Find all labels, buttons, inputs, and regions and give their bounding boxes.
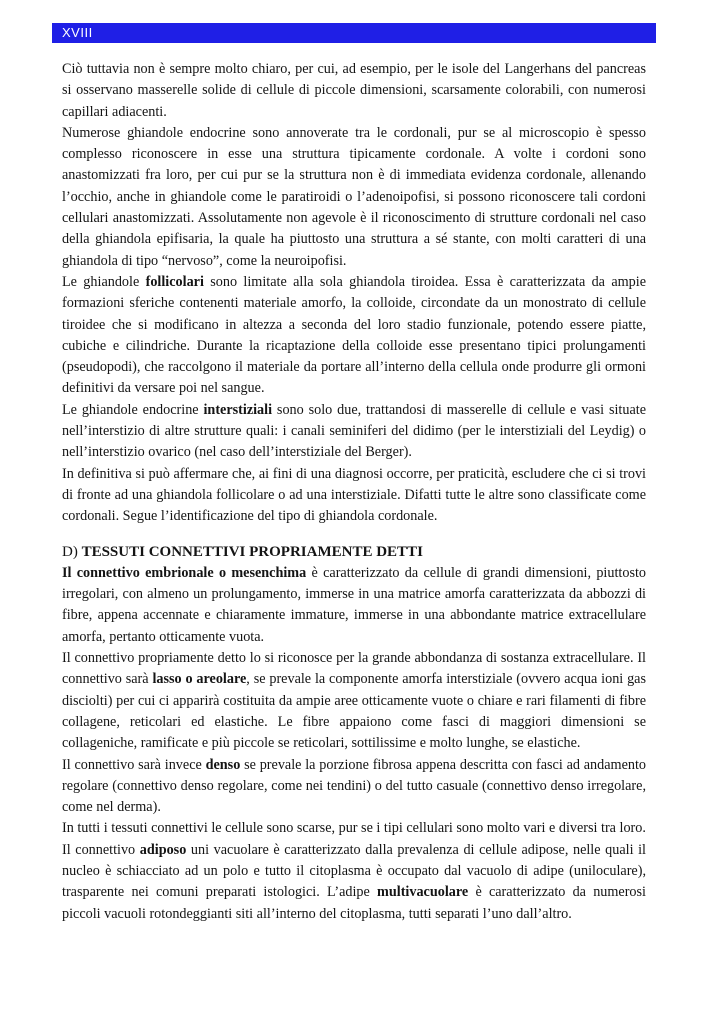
term-multivacuolare: multivacuolare [377,884,469,901]
section-prefix: D) [62,543,82,560]
text-fragment: sono limitate alla sola ghiandola tiroidea. Essa è caratterizzata da ampie formazioni sferiche contenenti materiale amorfo, la colloide, circondate da un monostrato di cellule tiroidee che si modificano in altezza a seconda del loro stadio funzionale, potendo essere piatte, cubiche e cilindriche. Durante la ricaptazione della colloide esse presentano tipici prolungamenti (pseudopodi), che raccolgono il materiale da portare all’interno della cellula onde produrre gli ormoni definitivi da versare poi nel sangue. [62,273,646,397]
paragraph-follicolari [62,272,646,400]
text-fragment: Il connettivo propriamente detto lo si riconosce per la grande abbondanza di sostanza extracellulare. Il connettivo sarà [62,650,646,688]
term-lasso: lasso o areolare [152,671,247,688]
section-heading [62,542,646,563]
term-adiposo: adiposo [139,841,187,858]
page-number: XVIII [62,25,93,40]
text-fragment: Le ghiandole endocrine [62,401,204,418]
paragraph-cellule: In tutti i tessuti connettivi le cellule sono scarse, pur se i tipi cellulari sono molto vari e diversi tra loro. [62,820,646,837]
paragraph-cordonali: Numerose ghiandole endocrine sono annoverate tra le cordonali, pur se al microscopio è spesso complesso riconoscere in esse una struttura tipicamente cordonale. A volte i cordoni sono anastomizzati fra loro, per cui pur se la struttura non è di immediata evidenza cordonale, allenando l’occhio, anche in ghiandole come le paratiroidi o l’adenoipofisi, si possono riconoscere tali cordoni cellulari anastomizzati. Assolutamente non agevole è il riconoscimento di strutture cordonali nel caso della ghiandola epifisaria, la quale ha piuttosto una struttura a sé stante, con molti caratteri di una ghiandola di tipo “nervoso”, come la neuroipofisi. [62,124,646,269]
text-fragment: è caratterizzato da numerosi piccoli vacuoli rotondeggianti siti all’interno del citoplasma, tutti separati l’uno dall’altro. [62,884,646,922]
text-fragment: Le ghiandole [62,273,146,290]
text-fragment: Il connettivo sarà invece [62,756,206,773]
text-fragment: se prevale la porzione fibrosa appena descritta con fasci ad andamento regolare (connettivo denso regolare, come nei tendini) o del tutto casuale (connettivo denso irregolare, come nel derma). [62,756,646,816]
text-fragment: uni vacuolare è caratterizzato dalla prevalenza di cellule adipose, nelle quali il nucleo è schiacciato ad un polo e tutto il citoplasma è occupato dal vacuolo di adipe (uniloculare), trasparente nei comuni preparati istologici. L’adipe [62,841,646,901]
paragraph-adiposo [62,840,646,925]
text-fragment: , se prevale la componente amorfa interstiziale (ovvero acqua ioni gas disciolti) per cui ci apparirà costituita da ampie aree otticamente vuote o chiare e rari filamenti di fibre collagene, reticolari ed elastiche. Le fibre appaiono come fasci di maggiori dimensioni se collageniche, ramificate e più piccole se reticolari, sottilissime e molto lunghe, se elastiche. [62,671,646,752]
page-header-bar [52,23,656,43]
text-fragment: sono solo due, trattandosi di masserelle di cellule e vasi situate nell’interstizio di altre strutture quali: i canali seminiferi del didimo (per le interstiziali del Leydig) o nell’interstizio ovarico (nel caso dell’interstiziale del Berger). [62,401,646,461]
term-interstiziali: interstiziali [203,401,273,418]
paragraph-mesenchima [62,563,646,648]
term-denso: denso [205,756,241,773]
section-title: TESSUTI CONNETTIVI PROPRIAMENTE DETTI [81,543,423,560]
paragraph-conclusione: In definitiva si può affermare che, ai fini di una diagnosi occorre, per praticità, escludere che ci si trovi di fronte ad una ghiandola follicolare o ad una interstiziale. Difatti tutte le altre sono classificate come cordonali. Segue l’identificazione del tipo di ghiandola cordonale. [62,465,646,525]
paragraph-denso [62,755,646,819]
paragraph-interstiziali [62,400,646,464]
paragraph-langerhans: Ciò tuttavia non è sempre molto chiaro, per cui, ad esempio, per le isole del Langerhans del pancreas si osservano masserelle solide di cellule di piccole dimensioni, scarsamente colorabili, con numerosi capillari adiacenti. [62,61,646,120]
text-fragment: è caratterizzato da cellule di grandi dimensioni, piuttosto irregolari, con almeno un prolungamento, immerse in una matrice amorfa caratterizzata da abbozzi di fibre, appena accennate e chiaramente immature, immerse in una abbondante matrice extracellulare amorfa, pertanto otticamente vuota. [62,564,647,645]
term-mesenchima: Il connettivo embrionale o mesenchima [62,564,307,581]
paragraph-lasso [62,648,646,754]
page-body [62,59,646,925]
term-follicolari: follicolari [145,273,204,290]
text-fragment: Il connettivo [62,841,140,858]
